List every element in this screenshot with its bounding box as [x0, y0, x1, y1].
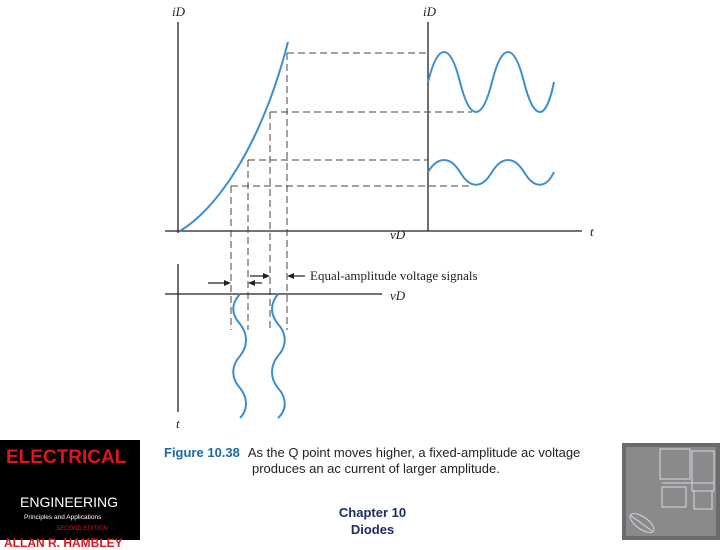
axis-label-id: iD	[172, 4, 185, 19]
caption-line1: As the Q point moves higher, a fixed-amplitude ac voltage	[247, 445, 581, 460]
chapter-number: Chapter 10	[338, 505, 407, 520]
brand-subtitle: ENGINEERING	[20, 494, 119, 510]
axis-label-vd-lower: vD	[390, 288, 406, 303]
book-branding	[0, 440, 140, 550]
axis-label-id-right: iD	[423, 4, 436, 19]
voltage-wave-high-q	[272, 294, 285, 418]
axis-label-vd: vD	[390, 227, 406, 242]
current-wave-large	[428, 52, 554, 112]
chapter-footer	[320, 504, 425, 538]
brand-author: ALLAN R. HAMBLEY	[4, 536, 123, 550]
figure-caption	[164, 445, 604, 477]
caption-line2: produces an ac current of larger amplitude.	[252, 461, 500, 476]
current-wave-small	[428, 160, 554, 185]
brand-edition: SECOND EDITION	[56, 526, 108, 532]
axis-label-t-lower: t	[176, 416, 180, 431]
equal-amplitude-label: Equal-amplitude voltage signals	[310, 268, 478, 283]
chapter-topic: Diodes	[350, 522, 395, 537]
arrowhead-4	[287, 273, 294, 279]
figure-label: Figure 10.38	[164, 445, 240, 460]
voltage-wave-low-q	[233, 294, 246, 418]
axis-label-t-right: t	[590, 224, 594, 239]
arrowhead-2	[248, 280, 255, 286]
book-cover-thumbnail	[622, 443, 720, 540]
brand-title: ELECTRICAL	[6, 447, 127, 468]
brand-tagline: Principles and Applications	[24, 514, 102, 521]
diode-characteristic-curve	[180, 42, 288, 231]
arrowhead-1	[224, 280, 231, 286]
arrowhead-3	[263, 273, 270, 279]
